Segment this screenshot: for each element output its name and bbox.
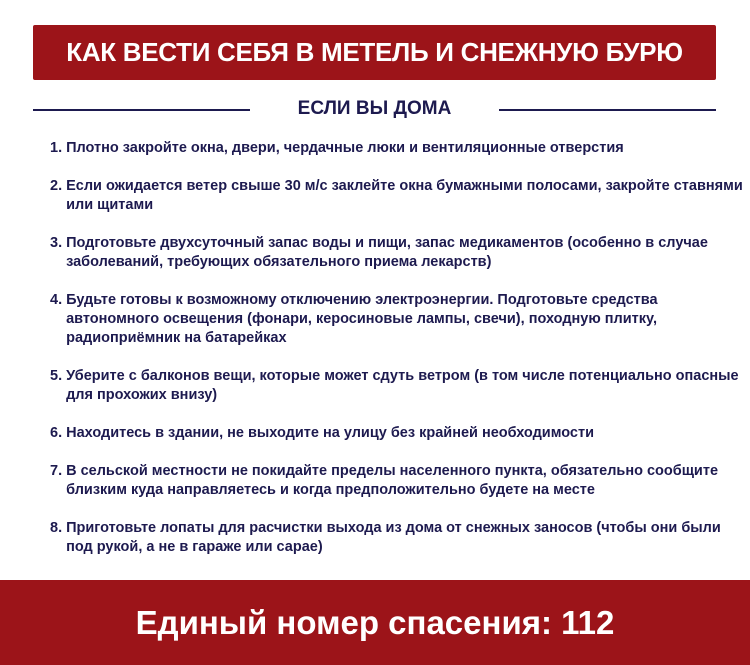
list-item — [50, 462, 745, 500]
list-item — [50, 177, 745, 215]
list-item — [50, 424, 745, 443]
divider-right — [499, 109, 716, 111]
item-number: 6. — [50, 425, 63, 441]
item-text: Подготовьте двухсуточный запас воды и пищи, запас медикаментов (особенно в случае заболеваний, требующих обязательного приема лекарств) — [66, 235, 708, 270]
list-item — [50, 519, 745, 557]
item-number: 2. — [50, 178, 63, 194]
item-text: Уберите с балконов вещи, которые может сдуть ветром (в том числе потенциально опасные для прохожих внизу) — [66, 368, 739, 403]
footer-banner — [0, 580, 750, 665]
list-item — [50, 291, 745, 348]
section-title: ЕСЛИ ВЫ ДОМА — [297, 98, 452, 119]
item-number: 7. — [50, 463, 63, 479]
item-text: Приготовьте лопаты для расчистки выхода из дома от снежных заносов (чтобы они были под рукой, а не в гараже или сарае) — [66, 520, 721, 555]
item-number: 3. — [50, 235, 63, 251]
item-text: В сельской местности не покидайте пределы населенного пункта, обязательно сообщите близким куда направляетесь и когда предположительно будете на месте — [66, 463, 719, 498]
item-number: 8. — [50, 520, 63, 536]
list-item — [50, 139, 745, 158]
emergency-number-text: Единый номер спасения: 112 — [135, 603, 615, 641]
item-number: 4. — [50, 292, 63, 308]
item-number: 5. — [50, 368, 63, 384]
section-heading — [33, 95, 716, 125]
list-item — [50, 367, 745, 405]
item-text: Если ожидается ветер свыше 30 м/с заклейте окна бумажными полосами, закройте ставнями или щитами — [66, 178, 743, 213]
instruction-list — [50, 139, 745, 557]
page-title: КАК ВЕСТИ СЕБЯ В МЕТЕЛЬ И СНЕЖНУЮ БУРЮ — [66, 37, 683, 67]
item-text: Будьте готовы к возможному отключению электроэнергии. Подготовьте средства автономного освещения (фонари, керосиновые лампы, свечи), походную плитку, радиоприёмник на батарейках — [66, 292, 658, 346]
header-banner — [33, 25, 716, 80]
item-number: 1. — [50, 140, 63, 156]
item-text: Плотно закройте окна, двери, чердачные люки и вентиляционные отверстия — [66, 140, 624, 156]
list-item — [50, 234, 745, 272]
item-text: Находитесь в здании, не выходите на улицу без крайней необходимости — [66, 425, 594, 441]
